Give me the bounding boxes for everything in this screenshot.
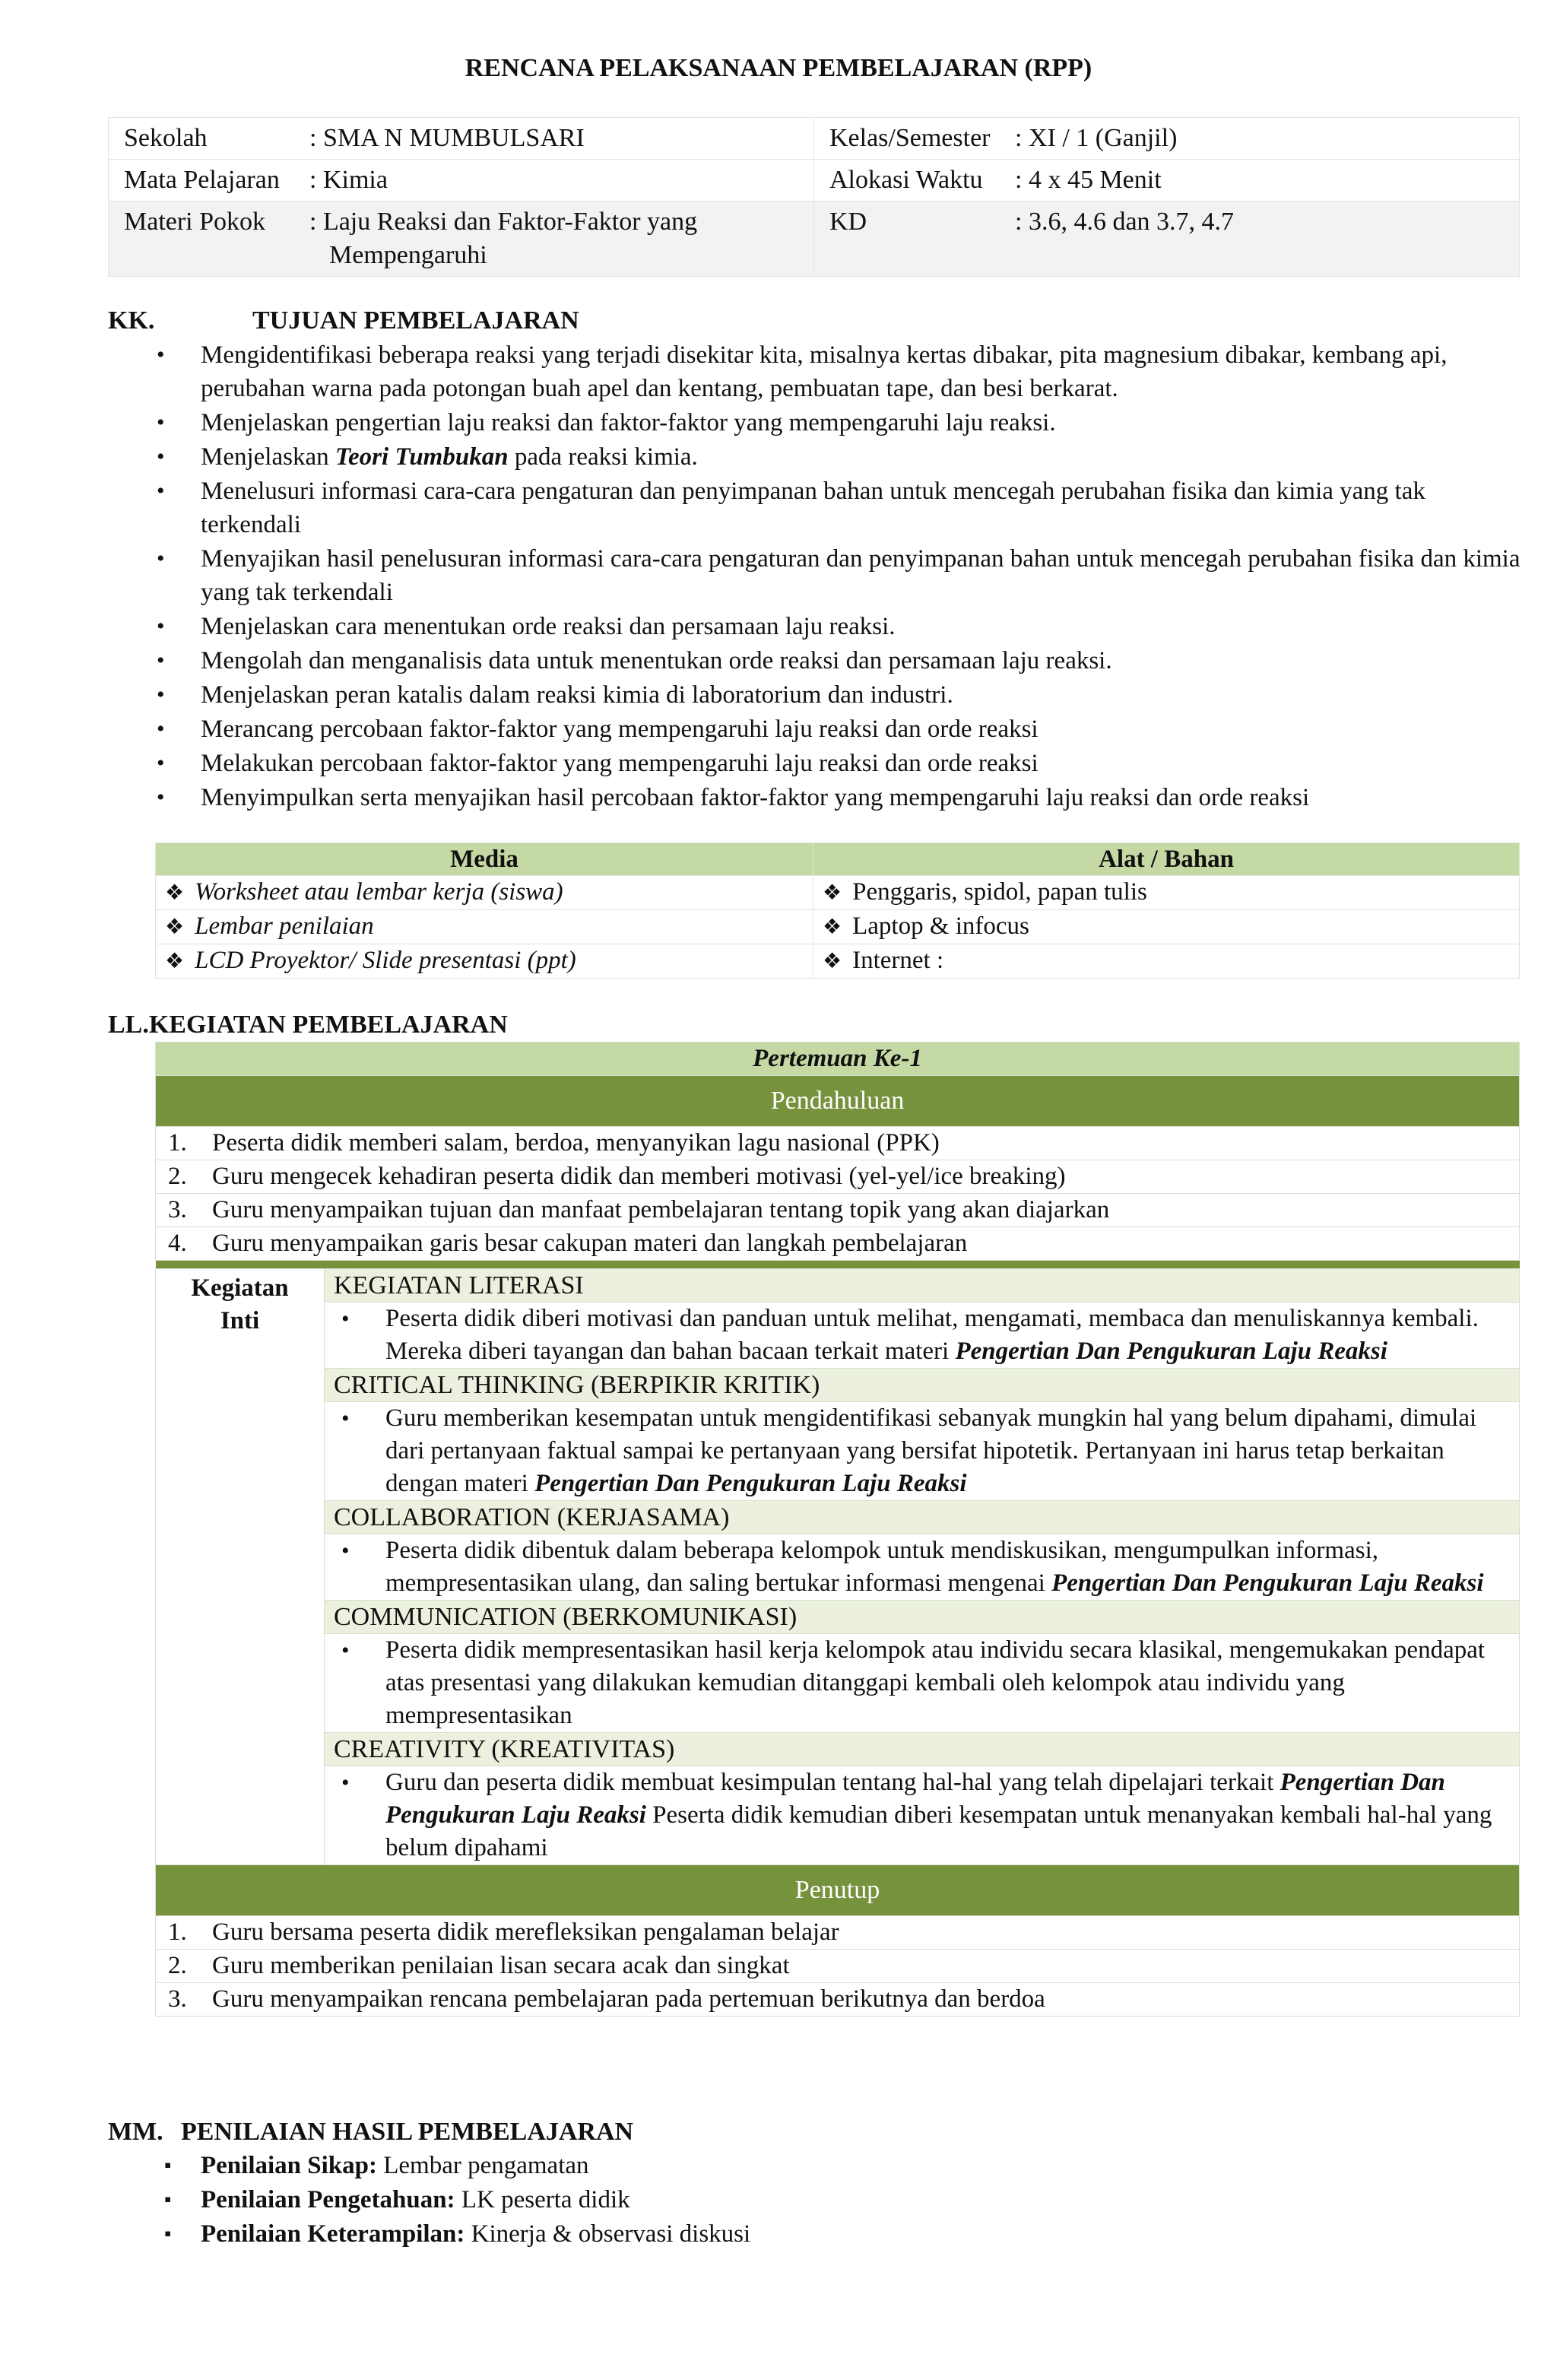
info-value-materi-2: Mempengaruhi (329, 241, 487, 269)
page-title: RENCANA PELAKSANAAN PEMBELAJARAN (RPP) (465, 54, 1092, 82)
alat-item: ❖ Laptop & infocus (813, 910, 1520, 944)
collab-header: COLLABORATION (KERJASAMA) (325, 1501, 1520, 1534)
info-table (108, 117, 1520, 277)
bullet-icon: • (157, 750, 165, 776)
creat-text: • Guru dan peserta didik membuat kesimpulan tentang hal-hal yang telah dipelajari terkait Pengertian Dan Pengukuran Laju Reaksi Peserta didik kemudian diberi kesempatan untuk menanyakan kembali hal-hal yang belum dipahami (325, 1766, 1520, 1865)
info-label-sekolah: Sekolah (124, 124, 208, 152)
bullet-icon: • (157, 444, 165, 469)
info-label-materi: Materi Pokok (124, 208, 266, 236)
list-item: • Melakukan percobaan faktor-faktor yang mempengaruhi laju reaksi dan orde reaksi (152, 747, 1521, 780)
kegiatan-table (155, 1042, 1520, 2017)
info-cell (814, 202, 1520, 277)
table-row: 2. Guru memberikan penilaian lisan secara acak dan singkat (156, 1950, 1520, 1983)
list-item: • Menyajikan hasil penelusuran informasi cara-cara pengaturan dan penyimpanan bahan untuk mencegah perubahan fisika dan kimia yang tak terkendali (152, 542, 1521, 609)
square-bullet-icon: ▪ (164, 2154, 172, 2176)
critical-text: • Guru memberikan kesempatan untuk mengidentifikasi sebanyak mungkin hal yang belum dipahami, dimulai dari pertanyaan faktual sampai ke pertanyaan yang bersifat hipotetik. Pertanyaan ini harus tetap berkaitan dengan materi Pengertian Dan Pengukuran Laju Reaksi (325, 1402, 1520, 1501)
bullet-icon: • (157, 478, 165, 503)
info-value-alokasi: : 4 x 45 Menit (1015, 166, 1162, 194)
info-value-mapel: : Kimia (309, 166, 388, 194)
media-item: ❖ LCD Proyektor/ Slide presentasi (ppt) (156, 944, 813, 979)
list-item: • Mengidentifikasi beberapa reaksi yang terjadi disekitar kita, misalnya kertas dibakar, pita magnesium dibakar, kembang api, perubahan warna pada potongan buah apel dan kentang, pembuatan tape, dan besi berkarat. (152, 338, 1521, 405)
pendahuluan-header: Pendahuluan (156, 1076, 1520, 1127)
info-value-kd: : 3.6, 4.6 dan 3.7, 4.7 (1015, 208, 1235, 236)
info-value-kelas: : XI / 1 (Ganjil) (1015, 124, 1178, 152)
literasi-header: KEGIATAN LITERASI (325, 1269, 1520, 1303)
list-item: • Menjelaskan cara menentukan orde reaksi dan persamaan laju reaksi. (152, 610, 1521, 643)
list-item: • Mengolah dan menganalisis data untuk menentukan orde reaksi dan persamaan laju reaksi. (152, 644, 1521, 678)
section-title: TUJUAN PEMBELAJARAN (252, 306, 579, 335)
table-row: 1. Guru bersama peserta didik merefleksikan pengalaman belajar (156, 1916, 1520, 1950)
comm-text: • Peserta didik mempresentasikan hasil kerja kelompok atau individu secara klasikal, mengemukakan pendapat atas presentasi yang dilakukan kemudian ditanggapi kembali oleh kelompok atau individu yang mempresentasikan (325, 1634, 1520, 1733)
bullet-icon: • (341, 1406, 350, 1431)
alat-header: Alat / Bahan (813, 843, 1520, 876)
list-item: • Menjelaskan pengertian laju reaksi dan faktor-faktor yang mempengaruhi laju reaksi. (152, 406, 1521, 440)
penilaian-list (152, 2149, 1521, 2251)
info-label-alokasi: Alokasi Waktu (829, 166, 983, 194)
table-row: 1. Peserta didik memberi salam, berdoa, menyanyikan lagu nasional (PPK) (156, 1127, 1520, 1160)
collab-text: • Peserta didik dibentuk dalam beberapa kelompok untuk mendiskusikan, mengumpulkan informasi, mempresentasikan ulang, dan saling bertukar informasi mengenai Pengertian Dan Pengukuran Laju Reaksi (325, 1534, 1520, 1601)
square-bullet-icon: ▪ (164, 2223, 172, 2245)
table-row: 2. Guru mengecek kehadiran peserta didik dan memberi motivasi (yel-yel/ice breaking) (156, 1160, 1520, 1194)
bullet-icon: • (157, 546, 165, 571)
table-row: 4. Guru menyampaikan garis besar cakupan materi dan langkah pembelajaran (156, 1227, 1520, 1261)
section-heading-tujuan (108, 304, 579, 338)
bullet-icon: • (157, 648, 165, 673)
bullet-icon: • (157, 342, 165, 367)
media-item: ❖ Worksheet atau lembar kerja (siswa) (156, 876, 813, 910)
list-item: • Merancang percobaan faktor-faktor yang mempengaruhi laju reaksi dan orde reaksi (152, 712, 1521, 746)
penutup-header: Penutup (156, 1865, 1520, 1916)
info-cell (109, 160, 814, 202)
info-value-sekolah: : SMA N MUMBULSARI (309, 124, 585, 152)
bullet-icon: • (341, 1770, 350, 1795)
info-value-materi: : Laju Reaksi dan Faktor-Faktor yang (309, 208, 698, 236)
tujuan-list (152, 338, 1521, 815)
info-cell (814, 118, 1520, 160)
list-item: ▪ Penilaian Keterampilan: Kinerja & observasi diskusi (152, 2217, 1521, 2251)
bullet-icon: • (341, 1638, 350, 1663)
diamond-bullet-icon: ❖ (823, 950, 842, 973)
media-item: ❖ Lembar penilaian (156, 910, 813, 944)
bullet-icon: • (341, 1538, 350, 1563)
info-cell (109, 202, 814, 277)
section-number: KK. (108, 306, 155, 335)
creat-header: CREATIVITY (KREATIVITAS) (325, 1733, 1520, 1766)
info-cell (814, 160, 1520, 202)
diamond-bullet-icon: ❖ (823, 916, 842, 939)
list-item: • Menjelaskan peran katalis dalam reaksi kimia di laboratorium dan industri. (152, 678, 1521, 712)
kegiatan-inti-label: Kegiatan Inti (156, 1269, 325, 1865)
diamond-bullet-icon: ❖ (165, 950, 185, 973)
critical-header: CRITICAL THINKING (BERPIKIR KRITIK) (325, 1369, 1520, 1402)
bullet-icon: • (341, 1306, 350, 1331)
info-label-mapel: Mata Pelajaran (124, 166, 280, 194)
info-label-kd: KD (829, 208, 867, 236)
media-header: Media (156, 843, 813, 876)
bullet-icon: • (157, 682, 165, 707)
media-table (155, 843, 1520, 979)
pertemuan-title: Pertemuan Ke-1 (156, 1042, 1520, 1076)
info-cell (109, 118, 814, 160)
list-item: ▪ Penilaian Pengetahuan: LK peserta didik (152, 2183, 1521, 2217)
list-item: • Menyimpulkan serta menyajikan hasil percobaan faktor-faktor yang mempengaruhi laju reaksi dan orde reaksi (152, 781, 1521, 814)
list-item: • Menjelaskan Teori Tumbukan pada reaksi kimia. (152, 440, 1521, 474)
square-bullet-icon: ▪ (164, 2188, 172, 2210)
section-heading-penilaian (108, 2115, 633, 2149)
list-item: ▪ Penilaian Sikap: Lembar pengamatan (152, 2149, 1521, 2182)
comm-header: COMMUNICATION (BERKOMUNIKASI) (325, 1601, 1520, 1634)
table-row: 3. Guru menyampaikan tujuan dan manfaat pembelajaran tentang topik yang akan diajarkan (156, 1194, 1520, 1227)
section-number: MM. (108, 2118, 163, 2146)
divider (156, 1261, 1520, 1269)
section-heading-kegiatan: LL.KEGIATAN PEMBELAJARAN (108, 1011, 508, 1039)
bullet-icon: • (157, 410, 165, 435)
table-row: 3. Guru menyampaikan rencana pembelajaran pada pertemuan berikutnya dan berdoa (156, 1983, 1520, 2017)
diamond-bullet-icon: ❖ (165, 916, 185, 939)
diamond-bullet-icon: ❖ (823, 881, 842, 905)
alat-item: ❖ Internet : (813, 944, 1520, 979)
alat-item: ❖ Penggaris, spidol, papan tulis (813, 876, 1520, 910)
bullet-icon: • (157, 716, 165, 741)
section-title: PENILAIAN HASIL PEMBELAJARAN (181, 2118, 634, 2146)
bullet-icon: • (157, 785, 165, 810)
bullet-icon: • (157, 614, 165, 639)
diamond-bullet-icon: ❖ (165, 881, 185, 905)
info-label-kelas: Kelas/Semester (829, 124, 991, 152)
list-item: • Menelusuri informasi cara-cara pengaturan dan penyimpanan bahan untuk mencegah perubahan fisika dan kimia yang tak terkendali (152, 474, 1521, 541)
literasi-text: • Peserta didik diberi motivasi dan panduan untuk melihat, mengamati, membaca dan menuliskannya kembali. Mereka diberi tayangan dan bahan bacaan terkait materi Pengertian Dan Pengukuran Laju Reaksi (325, 1303, 1520, 1369)
